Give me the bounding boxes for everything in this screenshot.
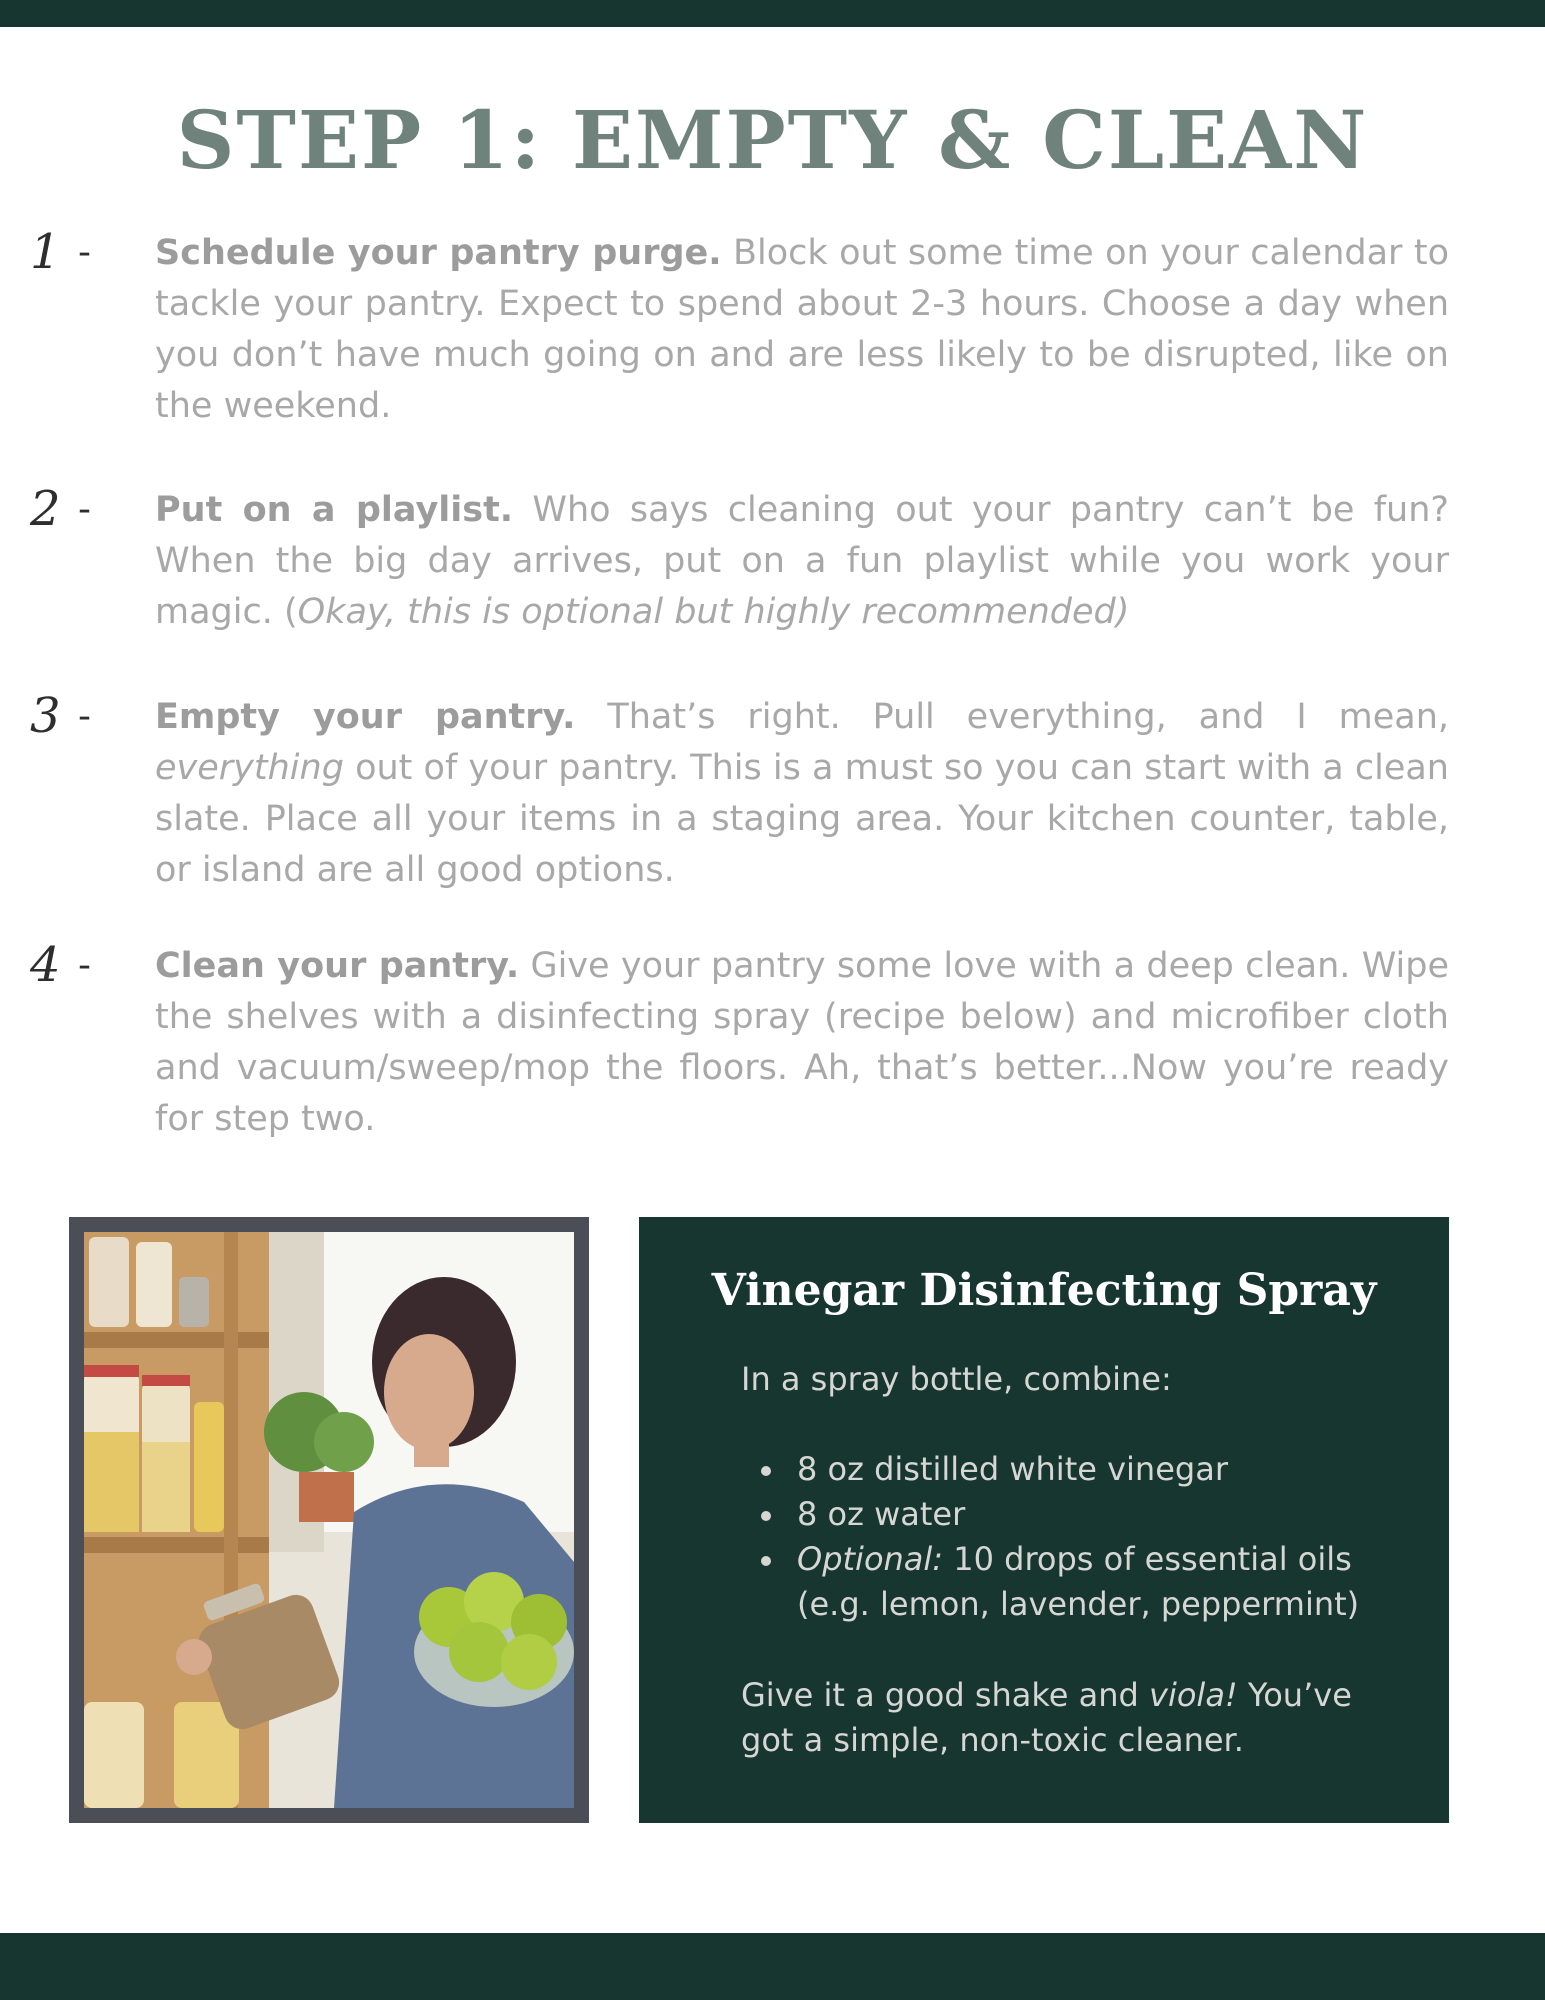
step-text — [155, 485, 1449, 638]
outro-text: Give it a good shake and — [741, 1676, 1150, 1714]
step-text — [155, 941, 1449, 1145]
recipe-intro: In a spray bottle, combine: — [741, 1360, 1172, 1398]
bottom-bar — [0, 1933, 1545, 2000]
ingredient-item — [741, 1447, 1401, 1492]
step-body: Block out some time on your calendar to tackle your pantry. Expect to spend about 2-3 hours. Choose a day when you don’t have much going on and are less likely to be disrupted, like on the weekend. — [155, 233, 1450, 426]
recipe-title: Vinegar Disinfecting Spray — [711, 1265, 1377, 1316]
step-number: 2 — [30, 481, 61, 537]
ingredient-list — [741, 1447, 1401, 1627]
step-heading: Put on a playlist. — [155, 490, 514, 530]
step-number: 4 — [30, 937, 61, 993]
step-heading: Schedule your pantry purge. — [155, 233, 722, 273]
step-dash: - — [78, 696, 91, 737]
ingredient-text: 8 oz water — [797, 1495, 966, 1533]
step-body: That’s right. Pull everything, and I mean, — [575, 697, 1450, 737]
step-dash: - — [78, 945, 91, 986]
step-dash: - — [78, 489, 91, 530]
page-title: STEP 1: EMPTY & CLEAN — [176, 93, 1369, 187]
ingredient-text: 8 oz distilled white vinegar — [797, 1450, 1228, 1488]
step-number: 3 — [30, 688, 61, 744]
step-number: 1 — [30, 224, 61, 280]
photo-icon — [84, 1232, 574, 1808]
step-body: Give your pantry some love with a deep clean. Wipe the shelves with a disinfecting spray (recipe below) and microfiber cloth and vacuum/sweep/mop the floors. Ah, that’s better...Now you’re ready for step two. — [155, 946, 1450, 1139]
outro-text-end: You’ve got a simple, non-toxic cleaner. — [741, 1676, 1352, 1759]
ingredient-item — [741, 1492, 1401, 1537]
pantry-photo — [84, 1232, 574, 1808]
ingredient-label: Optional: — [797, 1540, 944, 1578]
top-bar — [0, 0, 1545, 27]
photo-frame — [69, 1217, 589, 1823]
step-body: Who says cleaning out your pantry can’t be fun? When the big day arrives, put on a fun playlist while you work your magic. ( — [155, 490, 1449, 632]
step-emphasis: everything — [155, 748, 344, 788]
outro-emphasis: viola! — [1149, 1676, 1238, 1714]
step-text — [155, 228, 1449, 432]
recipe-panel — [639, 1217, 1449, 1823]
recipe-outro — [741, 1673, 1381, 1763]
step-body-continued: out of your pantry. This is a must so you can start with a clean slate. Place all your items in a staging area. Your kitchen counter, table, or island are all good options. — [155, 748, 1449, 890]
step-heading: Clean your pantry. — [155, 946, 520, 986]
step-note: Okay, this is optional but highly recommended) — [297, 592, 1130, 632]
step-dash: - — [78, 232, 91, 273]
step-heading: Empty your pantry. — [155, 697, 576, 737]
step-text — [155, 692, 1449, 896]
ingredient-text: 10 drops of essential oils (e.g. lemon, lavender, peppermint) — [797, 1540, 1360, 1623]
ingredient-item — [741, 1537, 1401, 1627]
